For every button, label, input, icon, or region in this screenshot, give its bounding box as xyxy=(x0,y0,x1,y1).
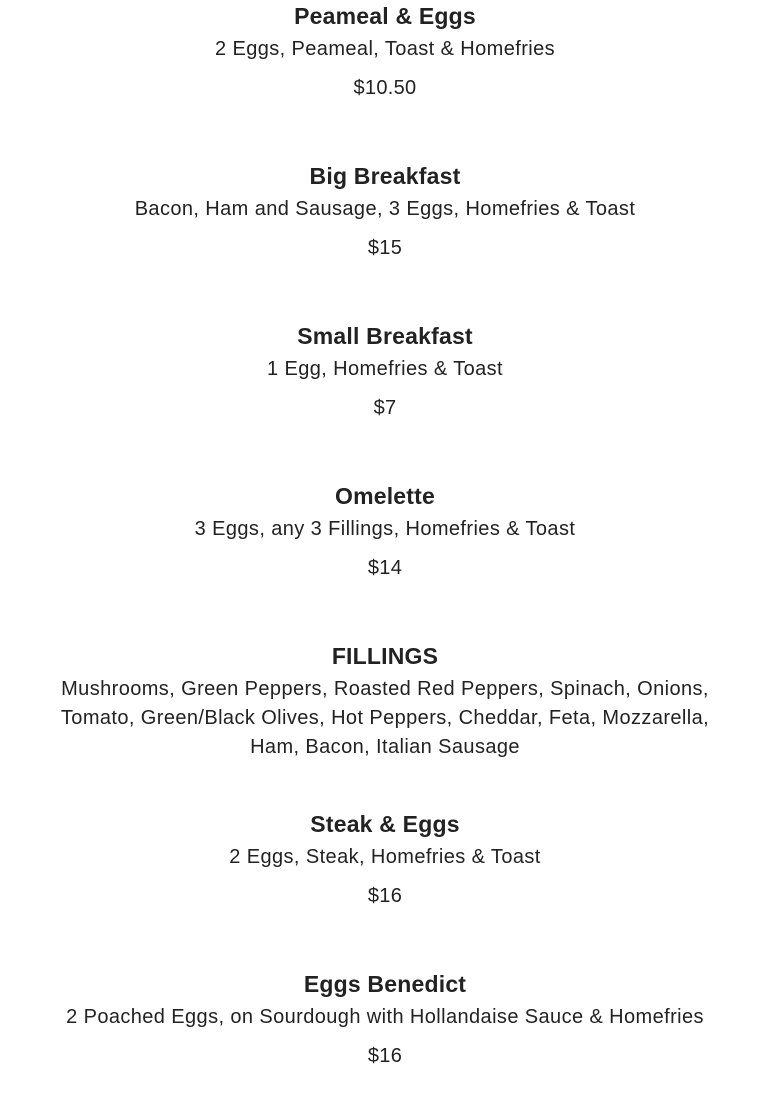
menu-item-price: $10.50 xyxy=(353,77,417,99)
menu-item-omelette xyxy=(0,481,770,582)
menu-item-peameal-eggs xyxy=(0,1,770,102)
menu-item-eggs-benedict xyxy=(0,969,770,1070)
menu-item-name: Steak & Eggs xyxy=(310,811,460,837)
menu-item-name: Small Breakfast xyxy=(297,323,473,349)
menu-item-description: Bacon, Ham and Sausage, 3 Eggs, Homefries & Toast xyxy=(134,198,636,220)
menu-item-price: $7 xyxy=(373,397,397,419)
menu-item-description: 2 Eggs, Steak, Homefries & Toast xyxy=(229,846,541,868)
fillings-heading: FILLINGS xyxy=(331,643,439,669)
menu-item-description: 2 Poached Eggs, on Sourdough with Hollandaise Sauce & Homefries xyxy=(66,1006,704,1028)
menu-item-steak-eggs xyxy=(0,809,770,910)
menu-item-price: $14 xyxy=(367,557,403,579)
menu-item-description: 2 Eggs, Peameal, Toast & Homefries xyxy=(214,38,556,60)
menu-section-fillings xyxy=(0,641,770,762)
menu-item-price: $16 xyxy=(367,1045,403,1067)
menu-item-price: $15 xyxy=(367,237,403,259)
menu-item-description: 3 Eggs, any 3 Fillings, Homefries & Toast xyxy=(194,518,576,540)
menu-item-name: Omelette xyxy=(334,483,436,509)
menu-item-small-breakfast xyxy=(0,321,770,422)
menu-item-name: Big Breakfast xyxy=(309,163,461,189)
menu-item-price: $16 xyxy=(367,885,403,907)
menu-item-name: Peameal & Eggs xyxy=(294,3,476,29)
menu-item-name: Eggs Benedict xyxy=(303,971,467,997)
menu-item-big-breakfast xyxy=(0,161,770,262)
fillings-list: Mushrooms, Green Peppers, Roasted Red Peppers, Spinach, Onions, Tomato, Green/Black Olives, Hot Peppers, Cheddar, Feta, Mozzarella, Ham, Bacon, Italian Sausage xyxy=(60,678,710,758)
menu-item-description: 1 Egg, Homefries & Toast xyxy=(266,358,503,380)
